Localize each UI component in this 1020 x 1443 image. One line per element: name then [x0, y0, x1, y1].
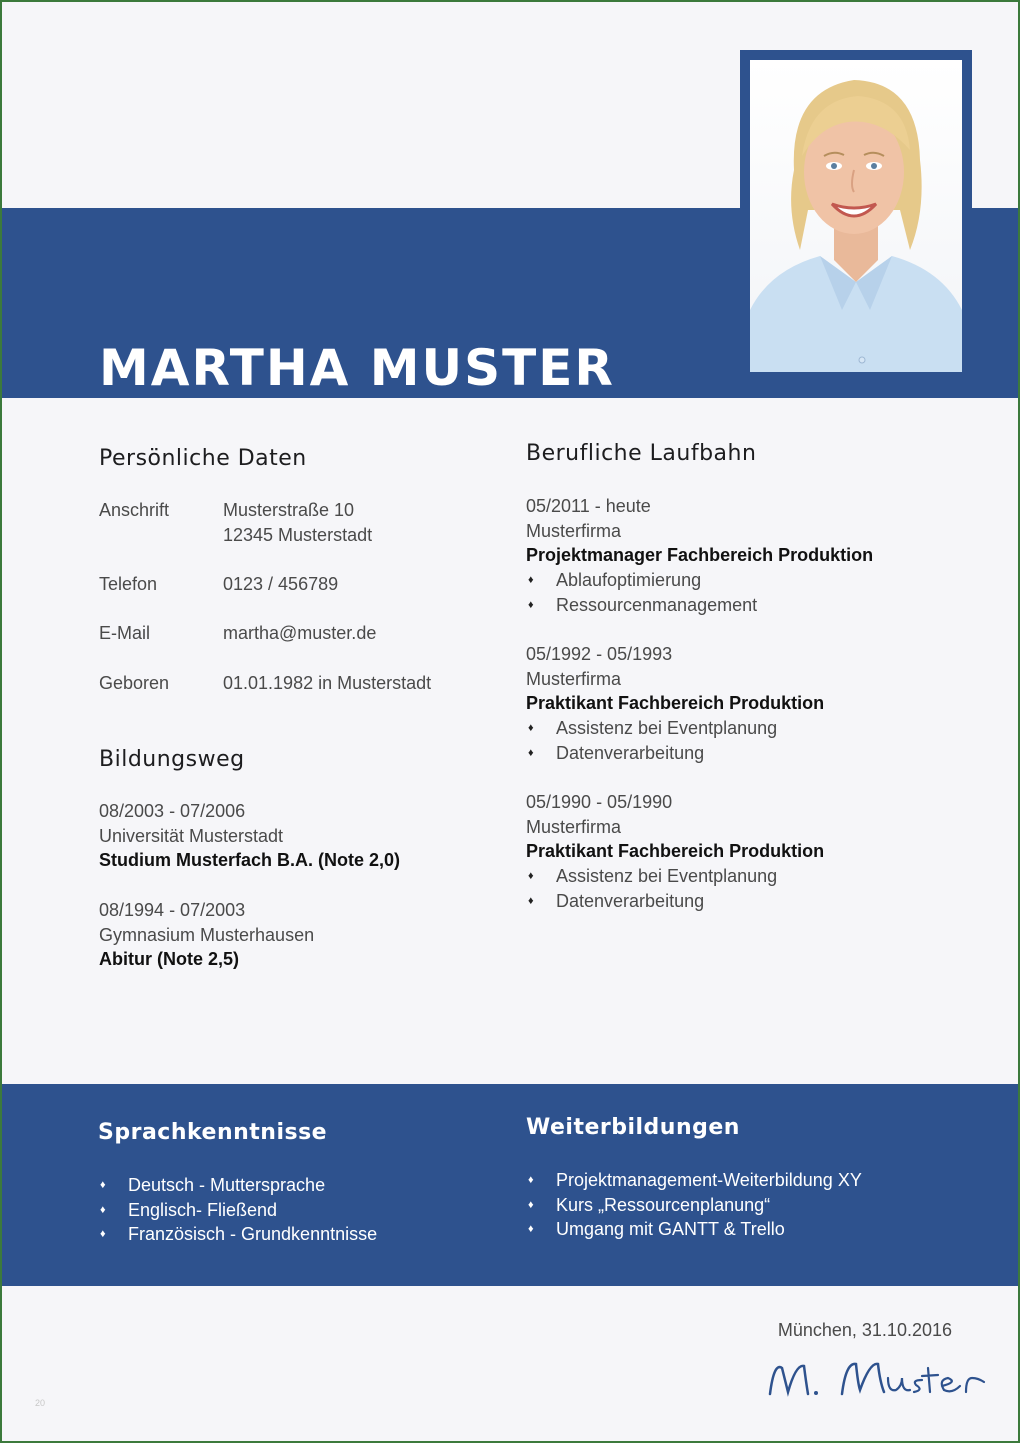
career-period: 05/1990 - 05/1990	[526, 792, 673, 812]
address-label: Anschrift	[99, 500, 170, 520]
career-company: Musterfirma	[526, 816, 622, 837]
languages-list	[98, 1173, 377, 1247]
education-title: Bildungsweg	[99, 747, 245, 772]
language-item: ♦ Französisch - Grundkenntnisse	[98, 1222, 377, 1247]
career-tasks	[526, 716, 966, 765]
birth-label: Geboren	[99, 673, 170, 693]
career-task: ♦ Datenverarbeitung	[526, 889, 966, 914]
signature-image	[762, 1354, 992, 1410]
training-list	[526, 1168, 862, 1242]
language-item: ♦ Deutsch - Muttersprache	[98, 1173, 377, 1198]
education-degree: Studium Musterfach B.A. (Note 2,0)	[99, 850, 401, 871]
portrait-illustration	[750, 60, 962, 372]
career-tasks	[526, 864, 966, 913]
career-task: ♦ Ablaufoptimierung	[526, 568, 966, 593]
career-entry	[526, 642, 966, 766]
address-value	[223, 498, 372, 548]
training-item: ♦ Kurs „Ressourcenplanung“	[526, 1193, 862, 1218]
career-company: Musterfirma	[526, 520, 622, 541]
career-task: ♦ Datenverarbeitung	[526, 741, 966, 766]
education-place: Universität Musterstadt	[99, 825, 284, 846]
page-number: 20	[35, 1398, 46, 1408]
training-title: Weiterbildungen	[526, 1115, 740, 1140]
language-item: ♦ Englisch- Fließend	[98, 1198, 377, 1223]
phone-value: 0123 / 456789	[223, 574, 339, 594]
email-label: E-Mail	[99, 623, 151, 643]
career-task: ♦ Ressourcenmanagement	[526, 593, 966, 618]
email-value: martha@muster.de	[223, 623, 377, 643]
portrait-photo	[750, 60, 962, 372]
languages-title: Sprachkenntnisse	[98, 1120, 328, 1145]
career-period: 05/2011 - heute	[526, 496, 651, 516]
training-item: ♦ Projektmanagement-Weiterbildung XY	[526, 1168, 862, 1193]
signature-icon	[762, 1354, 992, 1406]
career-company: Musterfirma	[526, 668, 622, 689]
training-item: ♦ Umgang mit GANTT & Trello	[526, 1217, 862, 1242]
photo-frame	[740, 50, 972, 378]
career-entry	[526, 790, 966, 914]
career-role: Praktikant Fachbereich Produktion	[526, 841, 825, 862]
education-place: Gymnasium Musterhausen	[99, 924, 315, 945]
address-city: 12345 Musterstadt	[223, 525, 373, 545]
candidate-name: MARTHA MUSTER	[99, 339, 615, 397]
career-period: 05/1992 - 05/1993	[526, 644, 673, 664]
education-period: 08/2003 - 07/2006	[99, 801, 246, 821]
career-entry	[526, 494, 966, 618]
place-date: München, 31.10.2016	[777, 1320, 952, 1340]
career-role: Projektmanager Fachbereich Produktion	[526, 545, 874, 566]
career-task: ♦ Assistenz bei Eventplanung	[526, 716, 966, 741]
career-tasks	[526, 568, 966, 617]
career-title: Berufliche Laufbahn	[526, 441, 757, 466]
education-period: 08/1994 - 07/2003	[99, 900, 246, 920]
education-entry	[99, 799, 499, 873]
phone-label: Telefon	[99, 574, 158, 594]
birth-value: 01.01.1982 in Musterstadt	[223, 673, 432, 693]
address-street: Musterstraße 10	[223, 500, 355, 520]
education-degree: Abitur (Note 2,5)	[99, 949, 240, 970]
footer-band	[2, 1084, 1018, 1286]
education-entry	[99, 898, 499, 972]
career-task: ♦ Assistenz bei Eventplanung	[526, 864, 966, 889]
career-role: Praktikant Fachbereich Produktion	[526, 693, 825, 714]
personal-data-title: Persönliche Daten	[99, 446, 307, 471]
